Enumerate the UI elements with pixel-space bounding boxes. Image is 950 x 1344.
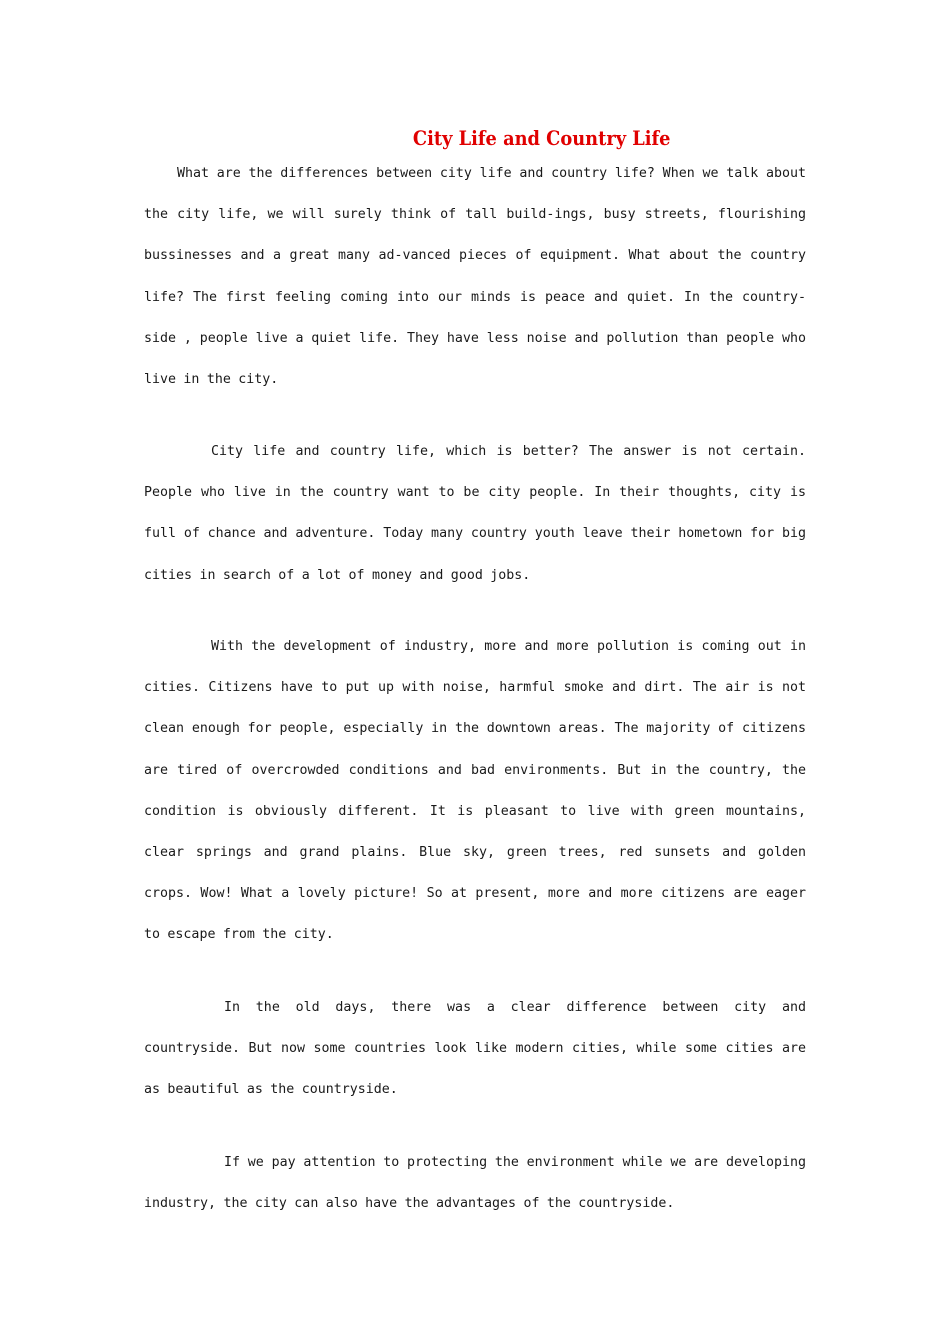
- paragraph-2: City life and country life, which is better? The answer is not certain. People who live in the country want to be city people. In their thoughts, city is full of chance and adventure. Today many country youth leave their hometown for big cities in search of a lot of money and good jobs.: [144, 444, 806, 583]
- paragraph-4: In the old days, there was a clear difference between city and countryside. But now some countries look like modern cities, while some cities are as beautiful as the countryside.: [144, 1000, 806, 1098]
- paragraph-5: If we pay attention to protecting the environment while we are developing industry, the city can also have the advantages of the countryside.: [144, 1155, 806, 1212]
- document-title-text: City Life and Country Life: [412, 126, 671, 150]
- paragraph-1: What are the differences between city life and country life? When we talk about the city life, we will surely think of tall build-ings, busy streets, flourishing bussinesses and a great many ad-vanced pieces of equipment. What about the country life? The first feeling coming into our minds is peace and quiet. In the country-side , people live a quiet life. They have less noise and pollution than people who live in the city.: [144, 166, 806, 388]
- paragraph-3: With the development of industry, more and more pollution is coming out in cities. Citizens have to put up with noise, harmful smoke and dirt. The air is not clean enough for people, especially in the downtown areas. The majority of citizens are tired of overcrowded conditions and bad environments. But in the country, the condition is obviously different. It is pleasant to live with green mountains, clear springs and grand plains. Blue sky, green trees, red sunsets and golden crops. Wow! What a lovely picture! So at present, more and more citizens are eager to escape from the city.: [144, 639, 806, 943]
- document-title: [0, 124, 950, 152]
